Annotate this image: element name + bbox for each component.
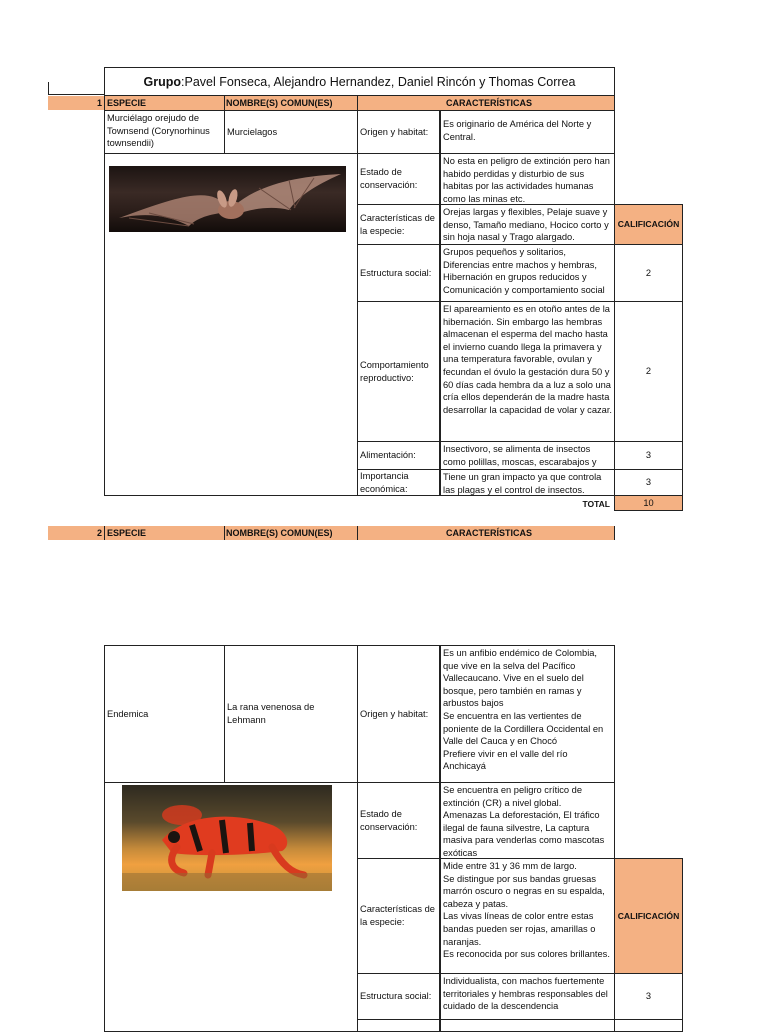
common-name: La rana venenosa de Lehmann	[224, 645, 358, 783]
header-bar-2	[48, 526, 615, 540]
next-row-label	[357, 1019, 440, 1032]
row-text-reproductivo: El apareamiento es en otoño antes de la hibernación. Sin embargo las hembras almacenan el esperma del macho hasta el invierno cuando llega la primavera y una temperatura favorable, ovulan y fecundan el óvulo la gestación dura 50 y 60 días cada hembra da a luz a solo una cría ellos dependerán de la madre hasta desarrollar la capacidad de volar y cazar.	[440, 301, 615, 442]
row-text-alimentacion: Insectivoro, se alimenta de insectos como polillas, moscas, escarabajos y	[440, 441, 615, 470]
scientific-name: Murciélago orejudo de Townsend (Corynorhinus townsendii)	[104, 110, 225, 154]
row-label-origen: Origen y habitat:	[357, 110, 440, 154]
header-divider	[357, 526, 358, 540]
header-bar-1	[48, 96, 615, 110]
group-title: Grupo:Pavel Fonseca, Alejandro Hernandez, Daniel Rincón y Thomas Correa	[104, 67, 615, 96]
header-divider	[614, 526, 615, 540]
row-label-estructura: Estructura social:	[357, 244, 440, 302]
row-label-importancia: Importancia económica:	[357, 469, 440, 496]
calificacion-header: CALIFICACIÓN	[614, 204, 683, 245]
score-estructura: 2	[614, 244, 683, 302]
row-label-conservacion: Estado de conservación:	[357, 153, 440, 205]
row-text-origen: Es originario de América del Norte y Central.	[440, 110, 615, 154]
header-nombres: NOMBRE(S) COMUN(ES)	[226, 528, 333, 538]
header-divider	[224, 526, 225, 540]
species-number: 2	[96, 528, 102, 538]
common-name: Murcielagos	[224, 110, 358, 154]
row-text-origen: Es un anfibio endémico de Colombia, que vive en la selva del Pacífico Vallecaucano. Vive en el suelo del bosque, pero también en ramas y arbustos bajos Se encuentra en las vertientes de poniente de la Cordillera Occidental en Valle del Cauca y en Chocó Prefiere vivir en el valle del río Anchicayá	[440, 645, 615, 783]
header-divider	[614, 96, 615, 110]
frog-photo	[122, 785, 332, 891]
score-estructura: 3	[614, 973, 683, 1020]
header-caracteristicas: CARACTERÍSTICAS	[446, 98, 533, 108]
scientific-name: Endemica	[104, 645, 225, 783]
margin-line	[48, 94, 106, 95]
row-text-estructura: Grupos pequeños y solitarios, Diferencias entre machos y hembras, Hibernación en grupos reducidos y Comunicación y comportamiento social	[440, 244, 615, 302]
bat-photo	[109, 166, 346, 232]
header-divider	[104, 96, 105, 110]
species-number: 1	[96, 98, 102, 108]
header-divider	[104, 526, 105, 540]
header-caracteristicas: CARACTERÍSTICAS	[446, 528, 533, 538]
row-label-caracteristicas: Características de la especie:	[357, 858, 440, 974]
row-text-conservacion: No esta en peligro de extinción pero han habido perdidas y disturbio de sus habitas por las actividades humanas como las minas etc.	[440, 153, 615, 205]
frog-icon	[122, 785, 332, 891]
score-alimentacion: 3	[614, 441, 683, 470]
row-text-importancia: Tiene un gran impacto ya que controla las plagas y el control de insectos.	[440, 469, 615, 496]
score-importancia: 3	[614, 469, 683, 496]
next-row-score	[614, 1019, 683, 1032]
header-divider	[357, 96, 358, 110]
row-label-reproductivo: Comportamiento reproductivo:	[357, 301, 440, 442]
next-row-text	[440, 1019, 615, 1032]
total-value: 10	[614, 495, 683, 511]
total-label: TOTAL	[582, 499, 610, 509]
row-label-conservacion: Estado de conservación:	[357, 782, 440, 859]
row-label-caracteristicas: Características de la especie:	[357, 204, 440, 245]
header-divider	[224, 96, 225, 110]
row-text-estructura: Individualista, con machos fuertemente territoriales y hembras responsables del cuidado de la descendencia	[440, 973, 615, 1020]
row-text-caracteristicas: Mide entre 31 y 36 mm de largo. Se distingue por sus bandas gruesas marrón oscuro o negras en su espalda, cabeza y patas. Las vivas líneas de color entre estas bandas pueden ser rojas, amarillas o naranjas. Es reconocida por sus colores brillantes.	[440, 858, 615, 974]
row-label-estructura: Estructura social:	[357, 973, 440, 1020]
header-nombres: NOMBRE(S) COMUN(ES)	[226, 98, 333, 108]
calificacion-header: CALIFICACIÓN	[614, 858, 683, 974]
header-especie: ESPECIE	[107, 528, 147, 538]
header-especie: ESPECIE	[107, 98, 147, 108]
bat-icon	[109, 166, 346, 232]
row-label-origen: Origen y habitat:	[357, 645, 440, 783]
margin-tick	[48, 82, 49, 94]
row-label-alimentacion: Alimentación:	[357, 441, 440, 470]
score-reproductivo: 2	[614, 301, 683, 442]
row-text-conservacion: Se encuentra en peligro crítico de extinción (CR) a nivel global. Amenazas La deforestación, El tráfico ilegal de fauna silvestre, La captura masiva para venderlas como mascotas exóticas	[440, 782, 615, 859]
row-text-caracteristicas: Orejas largas y flexibles, Pelaje suave y denso, Tamaño mediano, Hocico corto y sin hoja nasal y Trago alargado.	[440, 204, 615, 245]
